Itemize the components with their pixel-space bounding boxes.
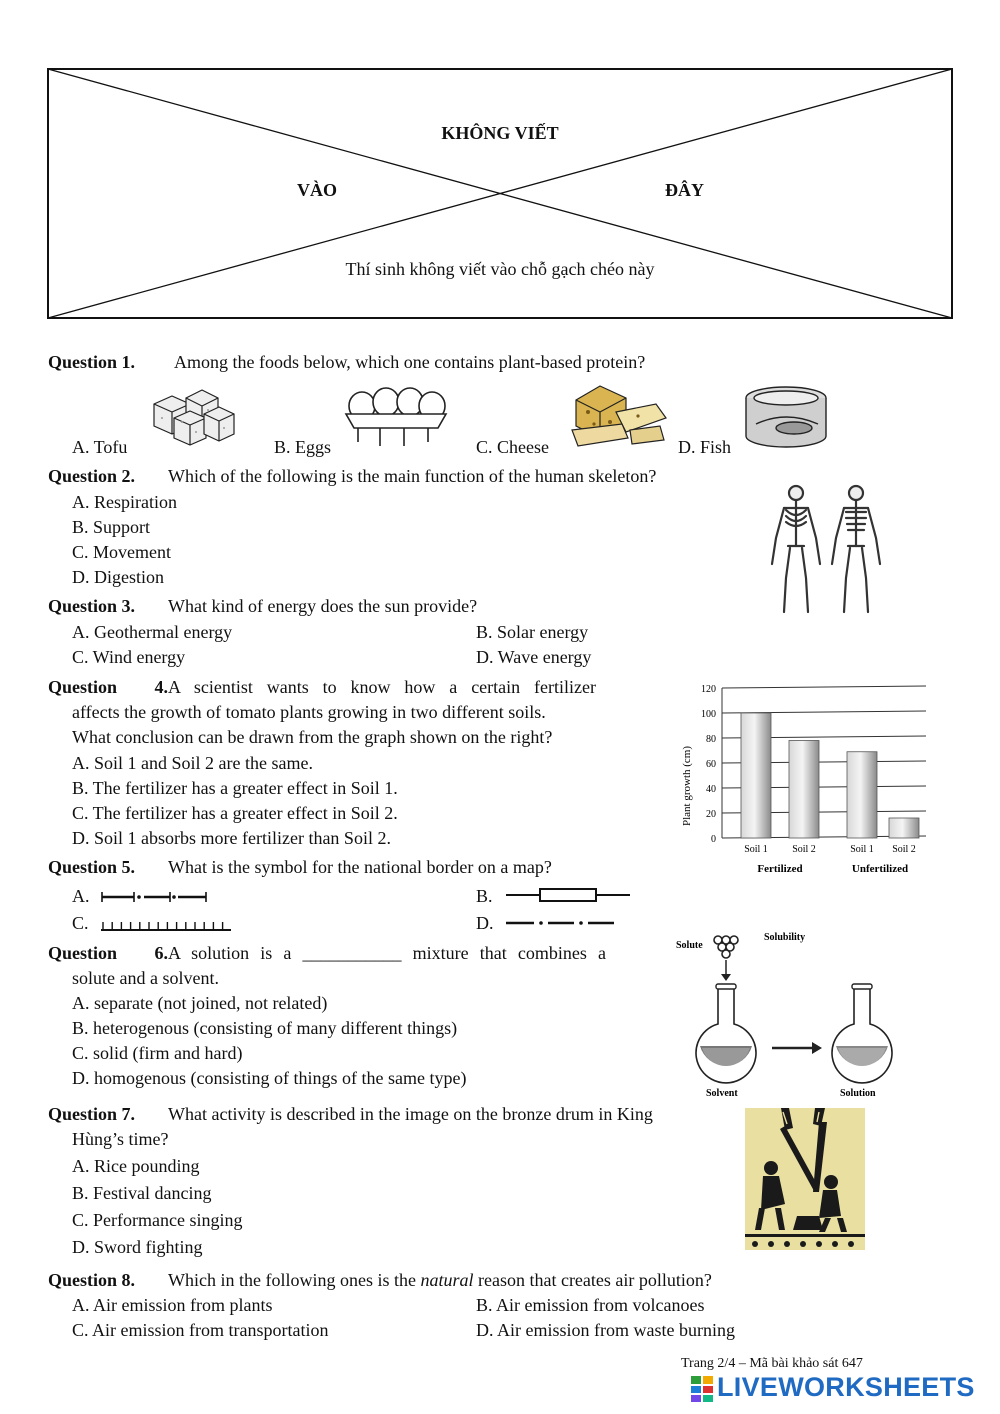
q7-option-c[interactable]: C. Performance singing: [72, 1210, 243, 1230]
solubility-label: Solubility: [764, 932, 806, 943]
chart-y-tick-label: 40: [706, 784, 716, 795]
chart-x-tick-label: Soil 2: [792, 844, 816, 855]
q3-option-c[interactable]: C. Wind energy: [72, 647, 186, 667]
question-3: [48, 596, 477, 617]
q8-option-a[interactable]: A. Air emission from plants: [72, 1295, 273, 1315]
question-text: What is the symbol for the national border on a map?: [168, 857, 552, 877]
question-4-text-2: affects the growth of tomato plants growing in two different soils.: [72, 702, 546, 722]
border-symbol-c: [100, 916, 232, 932]
chart-group-label: Unfertilized: [851, 863, 909, 875]
plant-growth-chart: [670, 678, 940, 878]
question-text: Which of the following is the main function of the human skeleton?: [168, 466, 657, 486]
q5-option-b[interactable]: B.: [476, 886, 493, 906]
question-1: [48, 352, 645, 373]
q6-option-a[interactable]: A. separate (not joined, not related): [72, 993, 328, 1013]
question-label: Question 2.: [48, 466, 136, 486]
chart-group-label: Fertilized: [757, 863, 803, 875]
eggs-image: [340, 384, 452, 450]
chart-x-tick-label: Soil 2: [892, 844, 916, 855]
q1-option-a[interactable]: A. Tofu: [72, 437, 128, 457]
box-left-word: VÀO: [297, 180, 337, 200]
chart-bar: [789, 741, 819, 839]
q8-option-c[interactable]: C. Air emission from transportation: [72, 1320, 329, 1340]
question-4: [48, 677, 596, 698]
q3-option-d[interactable]: D. Wave energy: [476, 647, 592, 667]
q7-option-b[interactable]: B. Festival dancing: [72, 1183, 212, 1203]
question-8: [48, 1270, 712, 1291]
solution-label: Solution: [840, 1088, 876, 1099]
question-text: Among the foods below, which one contains plant-based protein?: [174, 352, 646, 372]
question-7-text-2: Hùng’s time?: [72, 1129, 169, 1149]
question-6-text-2: solute and a solvent.: [72, 968, 219, 988]
fish-can-image: [742, 384, 830, 454]
box-right-word: ĐÂY: [665, 180, 704, 200]
chart-bar: [741, 713, 771, 838]
chart-y-tick-label: 20: [706, 809, 716, 820]
q1-option-b[interactable]: B. Eggs: [274, 437, 332, 457]
bronze-drum-image: [745, 1108, 865, 1250]
chart-x-tick-label: Soil 1: [744, 844, 768, 855]
logo-text: LIVEWORKSHEETS: [717, 1372, 975, 1402]
solute-particles-icon: [714, 936, 738, 958]
chart-bar: [889, 818, 919, 838]
q2-option-d[interactable]: D. Digestion: [72, 567, 164, 587]
box-note: Thí sinh không viết vào chỗ gạch chéo này: [345, 259, 655, 279]
chart-y-tick-label: 120: [701, 684, 716, 695]
question-label: Question 7.: [48, 1104, 136, 1124]
q8-option-b[interactable]: B. Air emission from volcanoes: [476, 1295, 705, 1315]
cross-lines: [47, 68, 953, 319]
no-write-box: [47, 68, 953, 319]
arrow-icon: [812, 1042, 822, 1054]
question-4-text-3: What conclusion can be drawn from the graph shown on the right?: [72, 727, 553, 747]
border-symbol-d: [504, 916, 616, 930]
question-label: Question 5.: [48, 857, 136, 877]
solubility-diagram: [672, 926, 904, 1102]
tofu-image: [146, 384, 238, 446]
q5-option-d[interactable]: D.: [476, 913, 494, 933]
question-text-post: reason that creates air pollution?: [473, 1270, 712, 1290]
logo-grid-icon: [690, 1375, 714, 1403]
solvent-label: Solvent: [706, 1088, 738, 1099]
border-symbol-a: [100, 890, 210, 904]
q1-option-d[interactable]: D. Fish: [678, 437, 732, 457]
solute-label: Solute: [676, 940, 703, 951]
question-label: Question 3.: [48, 596, 136, 616]
q7-option-a[interactable]: A. Rice pounding: [72, 1156, 200, 1176]
box-title: KHÔNG VIẾT: [441, 123, 559, 143]
question-text-1: What activity is described in the image on the bronze drum in King: [168, 1104, 653, 1124]
question-label: Question 1.: [48, 352, 136, 372]
chart-y-axis-label: Plant growth (cm): [681, 745, 693, 827]
question-6: [48, 943, 606, 964]
question-label: Question 6.: [48, 943, 168, 963]
q4-option-a[interactable]: A. Soil 1 and Soil 2 are the same.: [72, 753, 313, 773]
chart-y-tick-label: 80: [706, 734, 716, 745]
chart-x-tick-label: Soil 1: [850, 844, 874, 855]
question-text-1: A solution is a ___________ mixture that combines a: [168, 943, 606, 963]
q3-option-a[interactable]: A. Geothermal energy: [72, 622, 233, 642]
border-symbol-b: [504, 886, 632, 904]
question-label: Question 4.: [48, 677, 168, 697]
chart-gridline: [722, 686, 926, 688]
q1-option-c[interactable]: C. Cheese: [476, 437, 549, 457]
chart-y-tick-label: 0: [711, 834, 716, 845]
q3-option-b[interactable]: B. Solar energy: [476, 622, 589, 642]
cheese-image: [568, 382, 672, 454]
q4-option-b[interactable]: B. The fertilizer has a greater effect in Soil 1.: [72, 778, 398, 798]
q6-option-b[interactable]: B. heterogenous (consisting of many different things): [72, 1018, 458, 1038]
question-5: [48, 857, 552, 878]
skeleton-image: [766, 484, 886, 616]
q2-option-a[interactable]: A. Respiration: [72, 492, 177, 512]
q4-option-d[interactable]: D. Soil 1 absorbs more fertilizer than Soil 2.: [72, 828, 391, 848]
question-text-pre: Which in the following ones is the: [168, 1270, 421, 1290]
question-text: What kind of energy does the sun provide?: [168, 596, 478, 616]
q2-option-c[interactable]: C. Movement: [72, 542, 171, 562]
q8-option-d[interactable]: D. Air emission from waste burning: [476, 1320, 735, 1340]
question-text-emphasis: natural: [420, 1270, 474, 1290]
question-text-1: A scientist wants to know how a certain fertilizer: [168, 677, 596, 697]
liveworksheets-logo: [690, 1374, 990, 1404]
question-2: [48, 466, 656, 487]
chart-bar: [847, 752, 877, 838]
q6-option-c[interactable]: C. solid (firm and hard): [72, 1043, 243, 1063]
q5-option-c[interactable]: C.: [72, 913, 89, 933]
question-label: Question 8.: [48, 1270, 136, 1290]
page-footer: Trang 2/4 – Mã bài khảo sát 647: [681, 1356, 863, 1371]
chart-y-tick-label: 60: [706, 759, 716, 770]
q2-option-b[interactable]: B. Support: [72, 517, 151, 537]
q5-option-a[interactable]: A.: [72, 886, 90, 906]
q6-option-d[interactable]: D. homogenous (consisting of things of the same type): [72, 1068, 467, 1088]
q7-option-d[interactable]: D. Sword fighting: [72, 1237, 203, 1257]
flask-solvent-icon: [696, 984, 756, 1083]
question-7: [48, 1104, 653, 1125]
q4-option-c[interactable]: C. The fertilizer has a greater effect in Soil 2.: [72, 803, 398, 823]
chart-y-tick-label: 100: [701, 709, 716, 720]
flask-solution-icon: [832, 984, 892, 1083]
